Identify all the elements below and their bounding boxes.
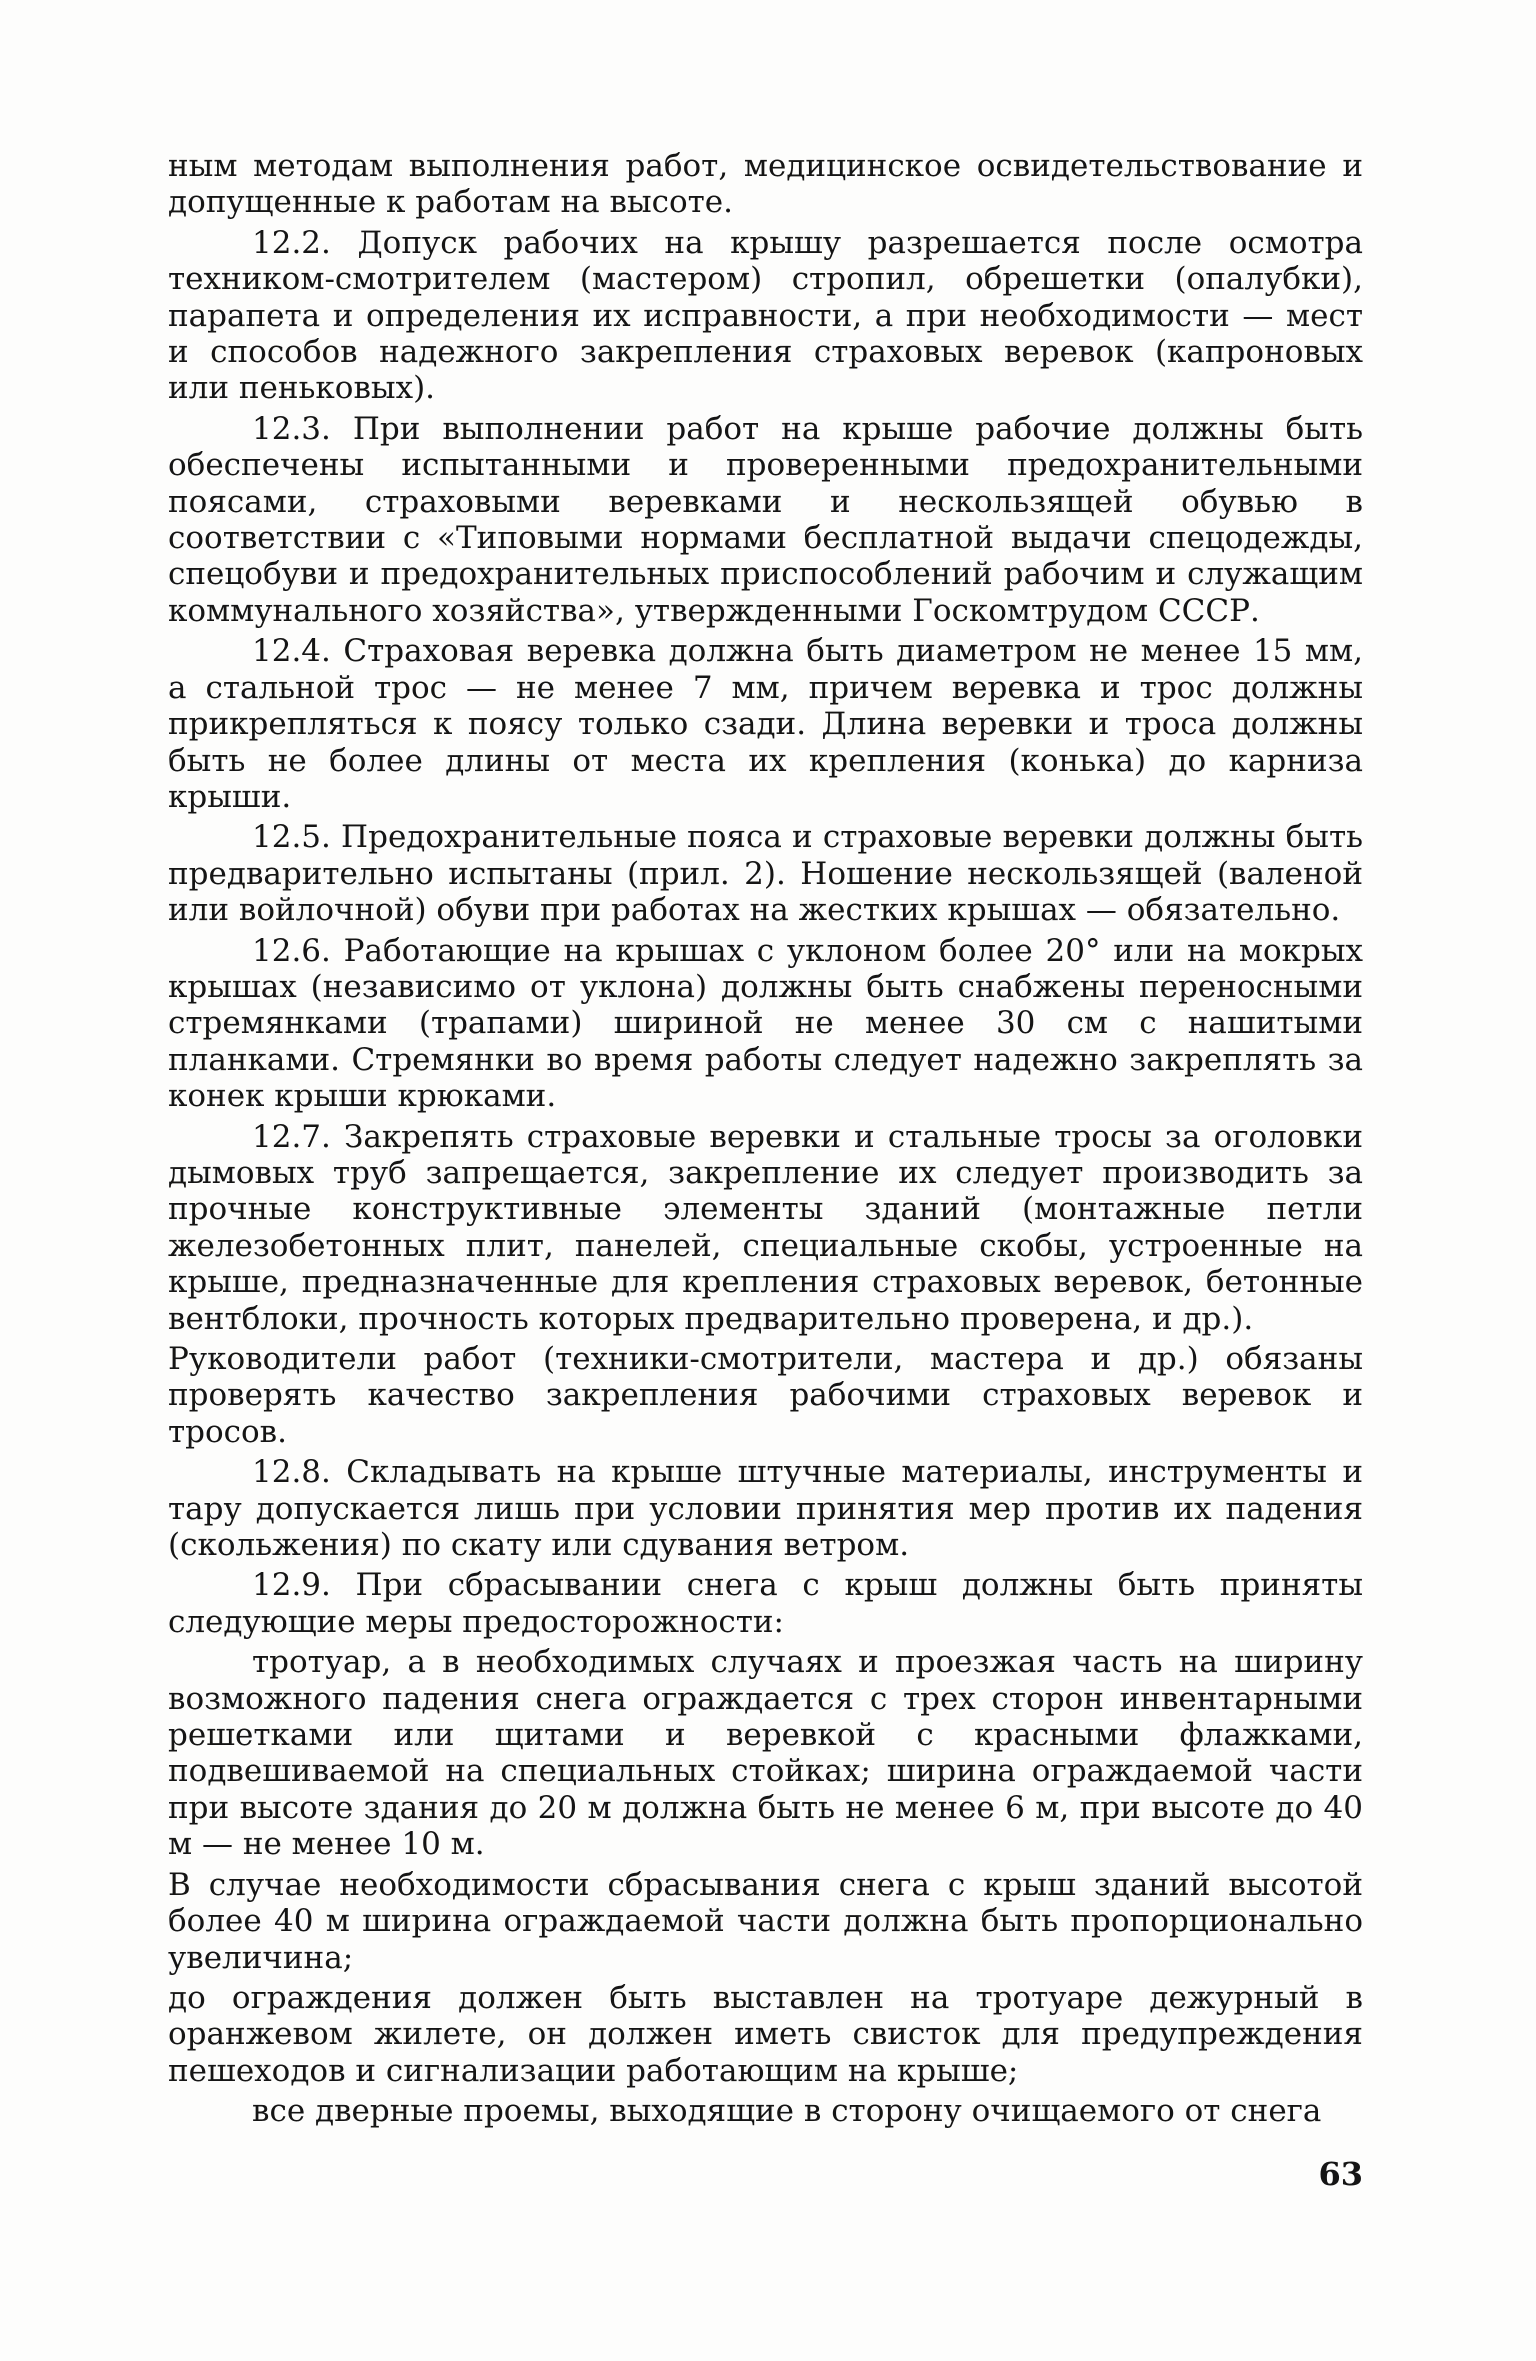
paragraph-12-7: 12.7. Закрепять страховые веревки и стальные тросы за оголовки дымовых труб запрещается, закрепление их следует производить за прочные конструктивные элементы зданий (монтажные петли железобетонных плит, панелей, специальные скобы, устроенные на крыше, предназначенные для крепления страховых веревок, бетонные вентблоки, прочность которых предварительно проверена, и др.). xyxy=(168,1118,1363,1337)
paragraph-tall-buildings: В случае необходимости сбрасывания снега с крыш зданий высотой более 40 м ширина ограждаемой части должна быть пропорционально увеличина; xyxy=(168,1866,1363,1976)
paragraph-duty-officer: до ограждения должен быть выставлен на тротуаре дежурный в оранжевом жилете, он должен иметь свисток для предупреждения пешеходов и сигнализации работающим на крыше; xyxy=(168,1979,1363,2089)
paragraph-sidewalk-fencing: тротуар, а в необходимых случаях и проезжая часть на ширину возможного падения снега ограждается с трех сторон инвентарными решетками или щитами и веревкой с красными флажками, подвешиваемой на специальных стойках; ширина ограждаемой части при высоте здания до 20 м должна быть не менее 6 м, при высоте до 40 м — не менее 10 м. xyxy=(168,1644,1363,1863)
paragraph-12-3: 12.3. При выполнении работ на крыше рабочие должны быть обеспечены испытанными и проверенными предохранительными поясами, страховыми веревками и нескользящей обувью в соответствии с «Типовыми нормами бесплатной выдачи спецодежды, спецобуви и предохранительных приспособлений рабочим и служащим коммунального хозяйства», утвержденными Госкомтрудом СССР. xyxy=(168,410,1363,629)
paragraph-12-4: 12.4. Страховая веревка должна быть диаметром не менее 15 мм, а стальной трос — не менее 7 мм, причем веревка и трос должны прикрепляться к поясу только сзади. Длина веревки и троса должны быть не более длины от места их крепления (конька) до карниза крыши. xyxy=(168,633,1363,815)
paragraph-supervisors: Руководители работ (техники-смотрители, мастера и др.) обязаны проверять качество закрепления рабочими страховых веревок и тросов. xyxy=(168,1341,1363,1450)
paragraph-continuation: ным методам выполнения работ, медицинское освидетельствование и допущенные к работам на высоте. xyxy=(168,148,1363,221)
paragraph-12-9: 12.9. При сбрасывании снега с крыш должны быть приняты следующие меры предосторожности: xyxy=(168,1567,1363,1640)
paragraph-doorways: все дверные проемы, выходящие в сторону очищаемого от снега xyxy=(252,2093,1322,2130)
page-number: 63 xyxy=(1318,2155,1363,2193)
body-text xyxy=(168,148,1363,2134)
paragraph-12-5: 12.5. Предохранительные пояса и страховые веревки должны быть предварительно испытаны (прил. 2). Ношение нескользящей (валеной или войлочной) обуви при работах на жестких крышах — обязательно. xyxy=(168,819,1363,929)
paragraph-12-8: 12.8. Складывать на крыше штучные материалы, инструменты и тару допускается лишь при условии принятия мер против их падения (скольжения) по скату или сдувания ветром. xyxy=(168,1454,1363,1564)
paragraph-12-6: 12.6. Работающие на крышах с уклоном более 20° или на мокрых крышах (независимо от уклона) должны быть снабжены переносными стремянками (трапами) шириной не менее 30 см с нашитыми планками. Стремянки во время работы следует надежно закреплять за конек крыши крюками. xyxy=(168,932,1363,1115)
paragraph-12-2: 12.2. Допуск рабочих на крышу разрешается после осмотра техником-смотрителем (мастером) стропил, обрешетки (опалубки), парапета и определения их исправности, а при необходимости — мест и способов надежного закрепления страховых веревок (капроновых или пеньковых). xyxy=(168,224,1363,407)
